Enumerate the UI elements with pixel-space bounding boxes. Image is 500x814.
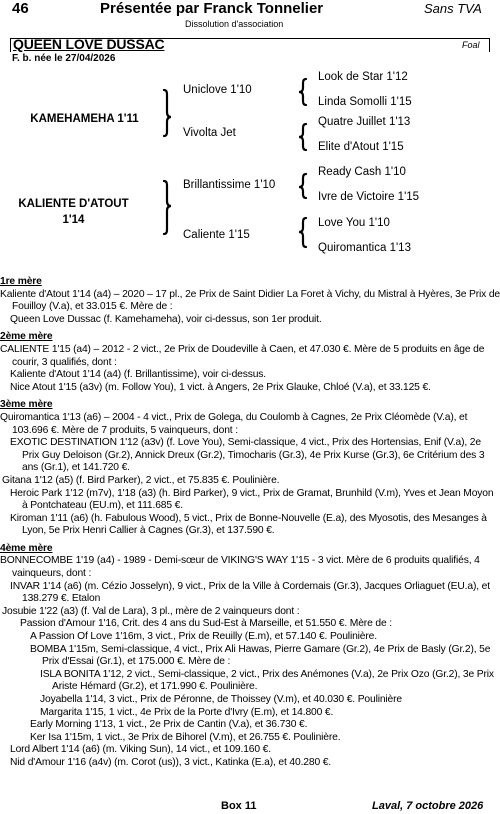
pedigree-g6: Ivre de Victoire 1'15 [318, 191, 420, 203]
pedigree-g7: Love You 1'10 [318, 217, 390, 229]
pedigree-sire-sire: Uniclove 1'10 [183, 84, 252, 96]
dam-2-produce-2: Nice Atout 1'15 (a3v) (m. Follow You), 1 vict. à Angers, 2e Prix Glauke, Chloé (V.a), et 33.125 €. [10, 381, 431, 393]
dam-2-produce-1: Kaliente d'Atout 1'14 (a4) (f. Brillantissime), voir ci-dessus. [10, 369, 267, 381]
dam-4-produce-10: Ker Isa 1'15m, 1 vict., 3e Prix de Bihorel (V.m), et 26.755 €. Poulinière. [30, 731, 341, 743]
section-title-2: 2ème mère [0, 331, 53, 343]
dam-3-produce-4: Kiroman 1'11 (a6) (h. Fabulous Wood), 5 vict., Prix de Bonne-Nouvelle (E.a), des Myosotis, des Mesanges à Lyon, 5e Prix Henri Callier à Cagnes (Gr.3), et 137.590 €. [10, 512, 487, 537]
pedigree-dam-sire: Brillantissime 1'10 [183, 179, 276, 191]
dam-2-entry: CALIENTE 1'15 (a4) – 2012 - 2 vict., 2e Prix de Doudeville à Caen, et 47.030 €. Mère de 5 produits en âge de courir, 3 qualifiés, dont : [0, 343, 485, 368]
box-number: Box 11 [221, 800, 257, 812]
sale-place-date: Laval, 7 octobre 2026 [372, 800, 484, 812]
pedigree-g2: Linda Somolli 1'15 [318, 96, 412, 108]
pedigree-dam-dam: Caliente 1'15 [183, 229, 250, 241]
dam-4-produce-1: INVAR 1'14 (a6) (m. Cézio Josselyn), 9 vict., Prix de la Ville à Cordemais (Gr.3), Jacques Orliaguet (EU.a), et 138.279 €. Etalon [10, 580, 490, 605]
dam-4-produce-11: Lord Albert 1'14 (a6) (m. Viking Sun), 14 vict., et 109.160 €. [10, 744, 271, 756]
section-title-3: 3ème mère [0, 399, 53, 411]
pedigree-g3: Quatre Juillet 1'13 [318, 116, 411, 128]
pedigree-sire: KAMEHAMEHA 1'11 [30, 113, 139, 125]
presenter-title: Présentée par Franck Tonnelier [100, 0, 324, 17]
section-title-4: 4ème mère [0, 542, 53, 554]
dam-3-produce-3: Heroic Park 1'12 (m7v), 1'18 (a3) (h. Bird Parker), 9 vict., Prix de Gramat, Brunhild (V.m), Yves et Jean Moyon à Pontchateau (EU.m), et 111.685 €. [10, 487, 494, 512]
pedigree-sire-dam: Vivolta Jet [183, 127, 236, 139]
dam-4-entry: BONNECOMBE 1'19 (a4) - 1989 - Demi-sœur de VIKING'S WAY 1'15 - 3 vict. Mère de 6 produits qualifiés, 4 vainqueurs, dont : [0, 555, 480, 580]
birth-info: F. b. née le 27/04/2026 [12, 53, 116, 64]
dam-3-entry: Quiromantica 1'13 (a6) – 2004 - 4 vict., Prix de Golega, du Coulomb à Cagnes, 2e Prix Cléomède (V.a), et 103.696 €. Mère de 7 produits, 5 vainqueurs, dont : [0, 411, 468, 436]
dam-4-produce-6: ISLA BONITA 1'12, 2 vict., Semi-classique, 2 vict., Prix des Anémones (V.a), 2e Prix Ozo (Gr.2), 3e Prix Ariste Hémard (Gr.2), et 171.990 €. Poulinière. [40, 668, 494, 693]
dam-4-produce-4: A Passion Of Love 1'16m, 3 vict., Prix de Reuilly (E.m), et 57.140 €. Poulinière. [30, 631, 377, 643]
dam-4-produce-2: Josubie 1'22 (a3) (f. Val de Lara), 3 pl., mère de 2 vainqueurs dont : [2, 605, 300, 617]
pedigree-g8: Quiromantica 1'13 [318, 242, 411, 254]
horse-name: QUEEN LOVE DUSSAC [13, 36, 165, 52]
dam-line [0, 276, 500, 770]
pedigree-g1: Look de Star 1'12 [318, 71, 408, 83]
dam-4-produce-7: Joyabella 1'14, 3 vict., Prix de Péronne, de Thoissey (V.m), et 40.030 €. Poulinière [40, 694, 402, 705]
dam-3-produce-1: EXOTIC DESTINATION 1'12 (a3v) (f. Love You), Semi-classique, 4 vict., Prix des Hortensias, Enif (V.a), 2e Prix Guy Deloison (Gr.2), Annick Dreux (Gr.2), Timocharis (Gr.3), 4e Prix Kurse (Gr.3), 6e Critérium des 3 ans (Gr.1), et 141.720 €. [10, 437, 485, 474]
pedigree-g4: Elite d'Atout 1'15 [318, 141, 404, 153]
dam-1-produce: Queen Love Dussac (f. Kamehameha), voir ci-dessus, son 1er produit. [10, 313, 322, 325]
dam-4-produce-12: Nid d'Amour 1'16 (a4v) (m. Corot (us)), 3 vict., Katinka (E.a), et 40.280 €. [10, 756, 332, 768]
dam-4-produce-8: Margarita 1'15, 1 vict., 4e Prix de la Porte d'Ivry (E.m), et 14.800 €. [40, 706, 334, 718]
dam-1-entry: Kaliente d'Atout 1'14 (a4) – 2020 – 17 pl., 2e Prix de Saint Didier La Foret à Vichy, du Mistral à Hyères, 3e Prix de Fouilloy (V.a), et 33.015 €. Mère de : [0, 288, 500, 313]
horse-type: Foal [462, 40, 480, 50]
dam-4-produce-5: BOMBA 1'15m, Semi-classique, 4 vict., Prix Ali Hawas, Pierre Gamare (Gr.2), 4e Prix de Basly (Gr.2), 5e Prix d'Essai (Gr.1), et 175.000 €. Mère de : [30, 643, 491, 668]
dam-3-produce-2: Gitana 1'12 (a5) (f. Bird Parker), 2 vict., et 75.835 €. Poulinière. [2, 474, 280, 486]
section-title-1: 1re mère [0, 276, 42, 287]
dam-4-produce-3: Passion d'Amour 1'16, Crit. des 4 ans du Sud-Est à Marseille, et 51.550 €. Mère de : [20, 618, 392, 630]
tax-status: Sans TVA [424, 1, 482, 16]
sale-reason: Dissolution d'association [185, 19, 284, 29]
dam-4-produce-9: Early Morning 1'13, 1 vict., 2e Prix de Cantin (V.a), et 36.730 €. [30, 719, 308, 731]
pedigree-g5: Ready Cash 1'10 [318, 166, 406, 178]
pedigree-dam: KALIENTE D'ATOUT 1'14 [18, 198, 129, 226]
lot-number: 46 [12, 0, 29, 17]
